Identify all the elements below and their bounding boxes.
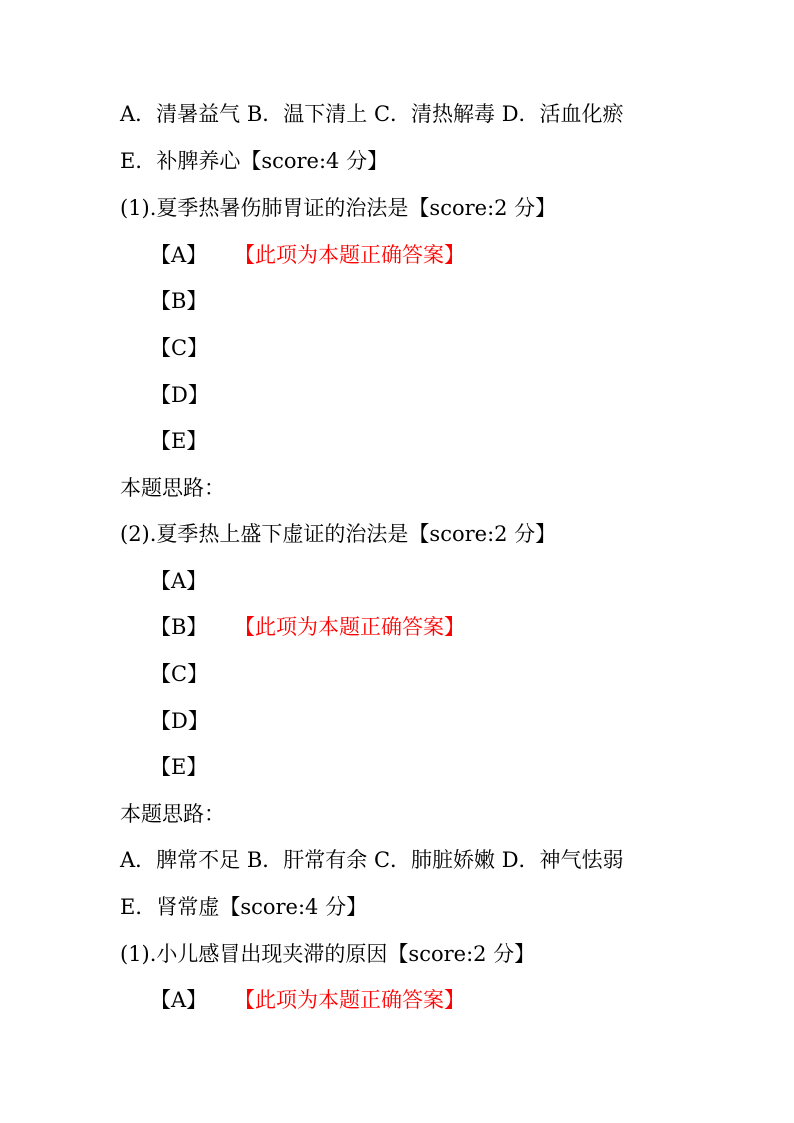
options-line: E．肾常虚【score:4 分】 [120,895,368,919]
correct-answer-note: 【此项为本题正确答案】 [234,615,465,639]
answer-option-label: 【A】 [150,988,208,1012]
options-line: A．清暑益气 B．温下清上 C．清热解毒 D．活血化瘀 [120,102,624,126]
answer-option-label: 【C】 [150,336,209,360]
answer-option [150,612,465,642]
answer-option [150,380,234,410]
answer-option-label: 【D】 [150,709,209,733]
question-stem: (1).小儿感冒出现夹滞的原因【score:2 分】 [120,942,536,966]
question-stem: (2).夏季热上盛下虚证的治法是【score:2 分】 [120,522,557,546]
answer-option-label: 【E】 [150,755,208,779]
answer-option [150,566,234,596]
correct-answer-note: 【此项为本题正确答案】 [234,988,465,1012]
analysis-label: 本题思路： [120,476,225,500]
answer-option-label: 【C】 [150,662,209,686]
answer-option [150,286,234,316]
question-stem: (1).夏季热暑伤肺胃证的治法是【score:2 分】 [120,196,557,220]
answer-option [150,706,234,736]
answer-option [150,240,465,270]
correct-answer-note: 【此项为本题正确答案】 [234,243,465,267]
answer-option-label: 【D】 [150,383,209,407]
analysis-label: 本题思路： [120,802,225,826]
options-line: A．脾常不足 B．肝常有余 C．肺脏娇嫩 D．神气怯弱 [120,848,624,872]
answer-option [150,659,234,689]
answer-option [150,426,234,456]
answer-option [150,333,234,363]
options-line: E．补脾养心【score:4 分】 [120,149,389,173]
answer-option-label: 【E】 [150,429,208,453]
answer-option [150,985,465,1015]
answer-option-label: 【B】 [150,289,208,313]
answer-option [150,752,234,782]
answer-option-label: 【A】 [150,243,208,267]
answer-option-label: 【A】 [150,569,208,593]
answer-option-label: 【B】 [150,615,208,639]
